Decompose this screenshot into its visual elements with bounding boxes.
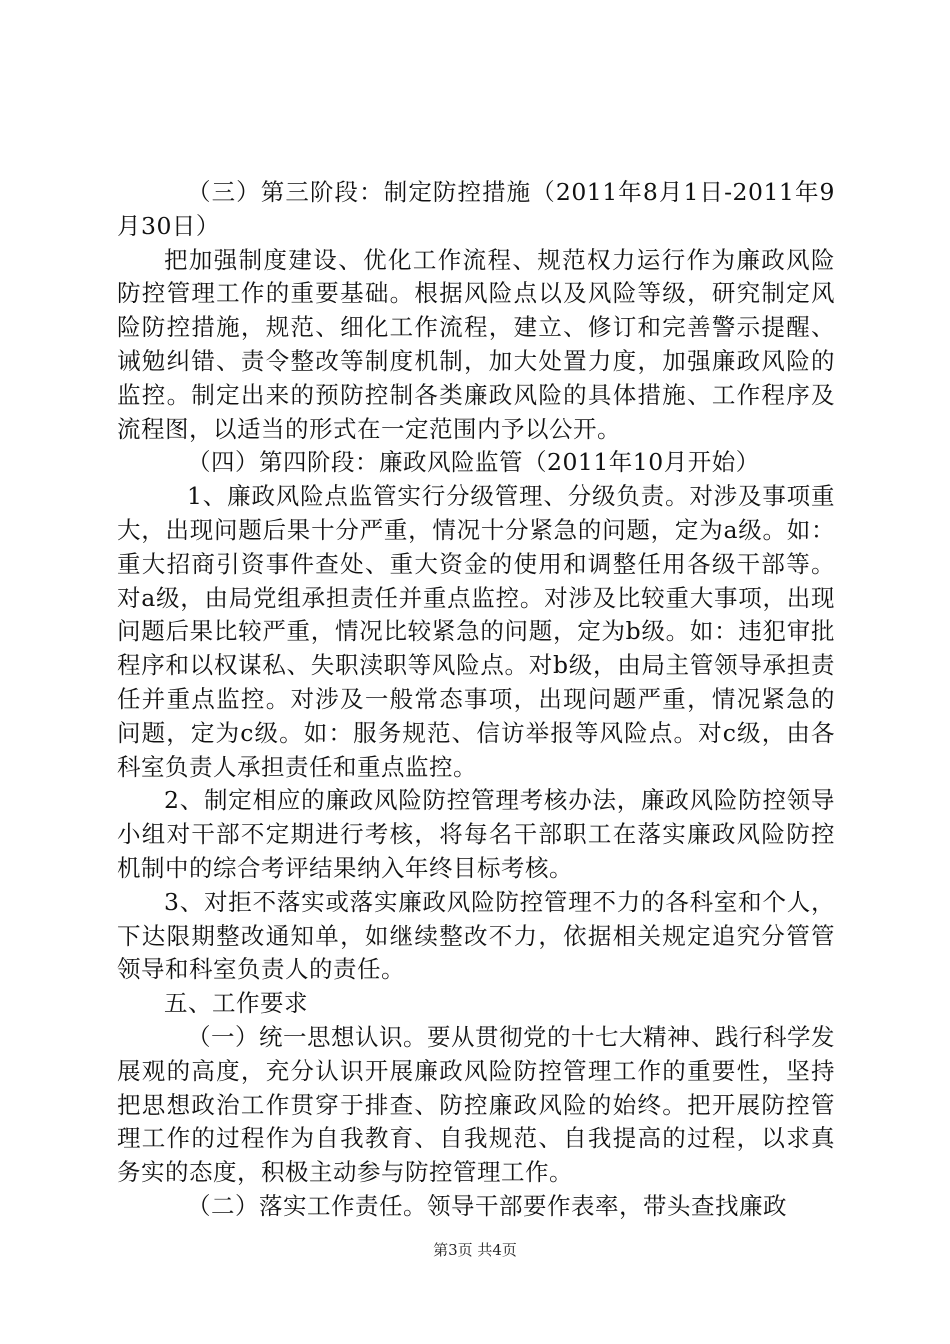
- requirement-two: （二）落实工作责任。领导干部要作表率，带头查找廉政: [187, 1191, 787, 1220]
- stage-four-item-3: 3、对拒不落实或落实廉政风险防控管理不力的各科室和个人，下达限期整改通知单，如继续整改不力，依据相关规定追究分管管领导和科室负责人的责任。: [117, 887, 835, 984]
- stage-three-body: 把加强制度建设、优化工作流程、规范权力运行作为廉政风险防控管理工作的重要基础。根据风险点以及风险等级，研究制定风险防控措施，规范、细化工作流程，建立、修订和完善警示提醒、诫勉纠错、责令整改等制度机制，加大处置力度，加强廉政风险的监控。制定出来的预防控制各类廉政风险的具体措施、工作程序及流程图，以适当的形式在一定范围内予以公开。: [117, 245, 835, 443]
- stage-four-heading: （四）第四阶段：廉政风险监管（2011年10月开始）: [187, 448, 760, 477]
- page-footer: [0, 1240, 950, 1260]
- stage-four-item-1: 1、廉政风险点监管实行分级管理、分级负责。对涉及事项重大，出现问题后果十分严重，情况十分紧急的问题，定为a级。如：重大招商引资事件查处、重大资金的使用和调整任用各级干部等。对a级，由局党组承担责任并重点监控。对涉及比较重大事项，出现问题后果比较严重，情况比较紧急的问题，定为b级。如：违犯审批程序和以权谋私、失职渎职等风险点。对b级，由局主管领导承担责任并重点监控。对涉及一般常态事项，出现问题严重，情况紧急的问题，定为c级。如：服务规范、信访举报等风险点。对c级，由各科室负责人承担责任和重点监控。: [117, 482, 835, 781]
- requirement-one: （一）统一思想认识。要从贯彻党的十七大精神、践行科学发展观的高度，充分认识开展廉政风险防控管理工作的重要性，坚持把思想政治工作贯穿于排查、防控廉政风险的始终。把开展防控管理工作的过程作为自我教育、自我规范、自我提高的过程，以求真务实的态度，积极主动参与防控管理工作。: [117, 1022, 835, 1187]
- document-body: [117, 176, 835, 1224]
- stage-four-item-2: 2、制定相应的廉政风险防控管理考核办法，廉政风险防控领导小组对干部不定期进行考核，将每名干部职工在落实廉政风险防控机制中的综合考评结果纳入年终目标考核。: [117, 786, 835, 882]
- stage-three-heading: （三）第三阶段：制定防控措施（2011年8月1日-2011年9月30日）: [117, 178, 835, 240]
- section-five-heading: 五、工作要求: [164, 989, 308, 1018]
- page-number-label: 第3页 共4页: [433, 1241, 517, 1259]
